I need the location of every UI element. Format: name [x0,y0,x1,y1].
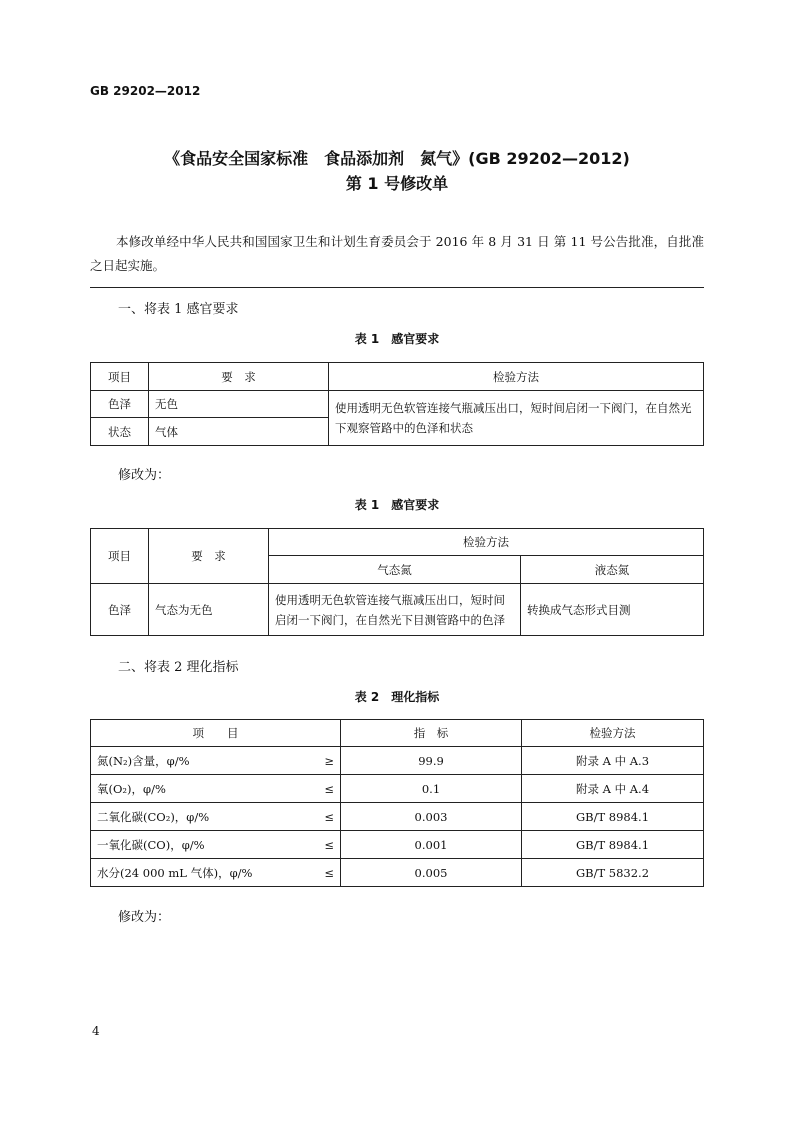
cell-method-liquid: 转换成气态形式目测 [521,584,704,636]
cell-value: 0.005 [341,859,522,887]
cell-item: 氧(O₂)，φ/% [91,775,309,803]
cell-method: GB/T 8984.1 [522,803,704,831]
cell-item: 状态 [91,418,149,446]
table-header-row [91,720,704,747]
cell-comparator: ≤ [309,831,341,859]
change-label-1: 修改为： [118,468,171,483]
cell-method: 使用透明无色软管连接气瓶减压出口，短时间启闭一下阀门，在自然光下观察管路中的色泽和状态 [329,391,704,446]
change-label-2: 修改为： [118,910,171,925]
page-number: 4 [92,1024,100,1038]
document-title: 《食品安全国家标准 食品添加剂 氮气》(GB 29202—2012) [164,149,630,168]
cell-item: 色泽 [91,391,149,418]
header-cell-index: 指 标 [341,720,522,747]
cell-value: 0.1 [341,775,522,803]
header-cell-requirement: 要 求 [149,363,329,391]
cell-method-gas: 使用透明无色软管连接气瓶减压出口，短时间启闭一下阀门，在自然光下目测管路中的色泽 [269,584,521,636]
cell-method: GB/T 8984.1 [522,831,704,859]
cell-comparator: ≤ [309,803,341,831]
cell-comparator: ≤ [309,859,341,887]
cell-comparator: ≤ [309,775,341,803]
cell-value: 0.003 [341,803,522,831]
divider-line [90,287,704,288]
table-row [91,775,704,803]
header-cell-method: 检验方法 [329,363,704,391]
table-row [91,584,704,636]
standard-code-header: GB 29202—2012 [90,84,201,98]
cell-method: GB/T 5832.2 [522,859,704,887]
header-cell-liquid-nitrogen: 液态氮 [521,556,704,584]
table-row [91,391,704,418]
section-2-heading: 二、将表 2 理化指标 [118,660,239,675]
header-cell-method: 检验方法 [522,720,704,747]
cell-value: 0.001 [341,831,522,859]
cell-item: 二氧化碳(CO₂)，φ/% [91,803,309,831]
table-header-row [91,363,704,391]
header-cell-method: 检验方法 [269,529,704,556]
section-1-heading: 一、将表 1 感官要求 [118,302,239,317]
cell-requirement: 气态为无色 [149,584,269,636]
cell-method: 附录 A 中 A.3 [522,747,704,775]
header-cell-requirement: 要 求 [149,529,269,584]
table-row [91,747,704,775]
cell-item: 一氧化碳(CO)，φ/% [91,831,309,859]
table-1-caption: 表 1 感官要求 [354,332,440,346]
table-1-revised [90,528,704,636]
table-row [91,803,704,831]
cell-item: 色泽 [91,584,149,636]
cell-item: 氮(N₂)含量，φ/% [91,747,309,775]
document-subtitle: 第 1 号修改单 [345,174,449,193]
cell-requirement: 无色 [149,391,329,418]
table-1b-caption: 表 1 感官要求 [354,498,440,512]
cell-method: 附录 A 中 A.4 [522,775,704,803]
cell-value: 99.9 [341,747,522,775]
table-2-caption: 表 2 理化指标 [354,690,440,704]
table-row [91,859,704,887]
header-cell-item: 项目 [91,529,149,584]
cell-item: 水分(24 000 mL 气体)，φ/% [91,859,309,887]
cell-requirement: 气体 [149,418,329,446]
cell-comparator: ≥ [309,747,341,775]
table-row [91,831,704,859]
intro-paragraph: 本修改单经中华人民共和国国家卫生和计划生育委员会于 2016 年 8 月 31 日 第 11 号公告批准，自批准之日起实施。 [90,234,704,273]
header-cell-gaseous-nitrogen: 气态氮 [269,556,521,584]
header-cell-item: 项 目 [91,720,341,747]
table-1-original [90,362,704,446]
table-2-original [90,719,704,887]
header-cell-item: 项目 [91,363,149,391]
table-header-row [91,529,704,556]
